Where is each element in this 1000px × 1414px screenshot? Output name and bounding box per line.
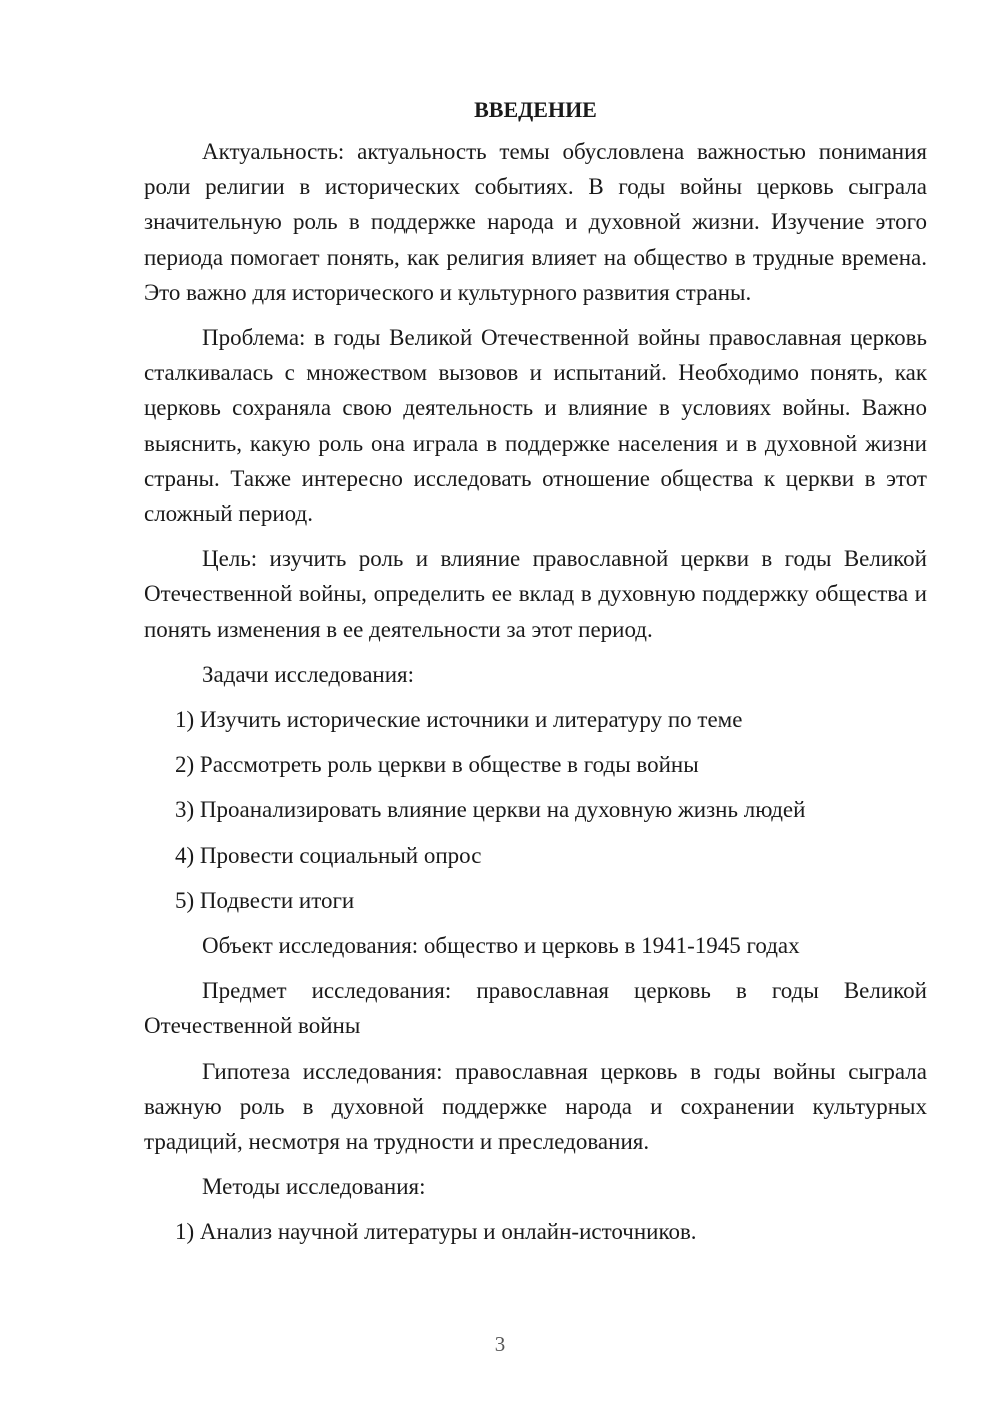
page-content bbox=[144, 92, 927, 1260]
list-item: 4) Провести социальный опрос bbox=[175, 842, 482, 868]
methods-list bbox=[144, 1214, 927, 1249]
page-number: 3 bbox=[494, 1332, 506, 1356]
methods-heading: Методы исследования: bbox=[202, 1174, 426, 1200]
goal-paragraph: Цель: изучить роль и влияние православной церкви в годы Великой Отечественной войны, определить ее вклад в духовную поддержку общества и понять изменения в ее деятельности за этот период. bbox=[144, 546, 927, 642]
tasks-list bbox=[144, 702, 927, 918]
problem-paragraph: Проблема: в годы Великой Отечественной войны православная церковь сталкивалась с множеством вызовов и испытаний. Необходимо понять, как церковь сохраняла свою деятельность и влияние в условиях войны. Важно выяснить, какую роль она играла в поддержке населения и в духовной жизни страны. Также интересно исследовать отношение общества к церкви в этот сложный период. bbox=[144, 325, 927, 527]
list-item: 1) Анализ научной литературы и онлайн-источников. bbox=[175, 1219, 697, 1245]
object-paragraph: Объект исследования: общество и церковь в 1941-1945 годах bbox=[202, 933, 800, 959]
tasks-heading: Задачи исследования: bbox=[202, 661, 415, 687]
subject-paragraph: Предмет исследования: православная церковь в годы Великой Отечественной войны bbox=[144, 978, 927, 1039]
list-item: 5) Подвести итоги bbox=[175, 887, 355, 913]
section-title: ВВЕДЕНИЕ bbox=[474, 97, 597, 122]
list-item: 1) Изучить исторические источники и литературу по теме bbox=[175, 707, 743, 733]
list-item: 3) Проанализировать влияние церкви на духовную жизнь людей bbox=[175, 797, 806, 823]
hypothesis-paragraph: Гипотеза исследования: православная церковь в годы войны сыграла важную роль в духовной поддержке народа и сохранении культурных традиций, несмотря на трудности и преследования. bbox=[144, 1058, 927, 1155]
list-item: 2) Рассмотреть роль церкви в обществе в годы войны bbox=[175, 752, 699, 778]
relevance-paragraph: Актуальность: актуальность темы обусловлена важностью понимания роли религии в исторических событиях. В годы войны церковь сыграла значительную роль в поддержке народа и духовной жизни. Изучение этого периода помогает понять, как религия влияет на общество в трудные времена. Это важно для исторического и культурного развития страны. bbox=[144, 139, 927, 305]
